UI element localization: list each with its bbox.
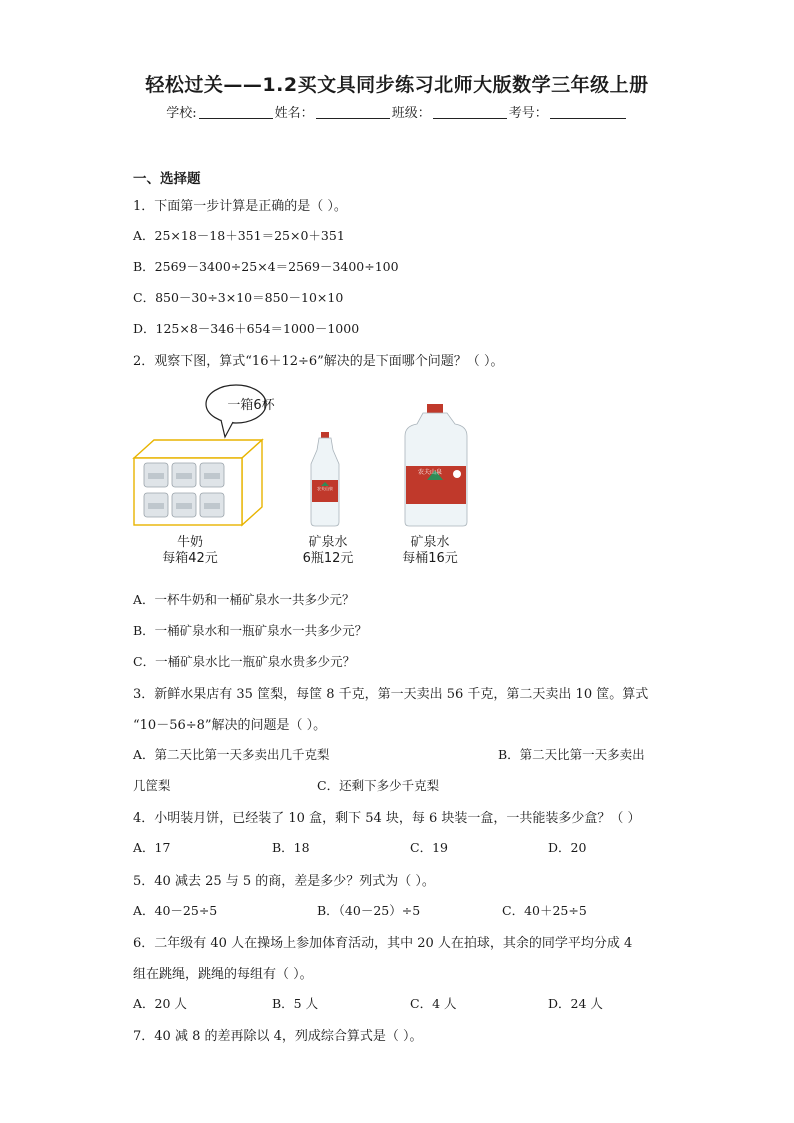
q5-option-a[interactable]: A．40－25÷5: [133, 903, 218, 918]
bucket-brand-label: 农夫山泉: [417, 469, 442, 476]
q4-option-c[interactable]: C．19: [410, 840, 448, 855]
bucket-caption-name: 矿泉水: [410, 535, 450, 550]
water-bottle-icon: [311, 432, 339, 526]
question-4-stem: 4．小明装月饼，已经装了 10 盒，剩下 54 块，每 6 块装一盒，一共能装多少盒？（ ）: [133, 811, 641, 826]
q3-option-b-continued[interactable]: 几筐梨: [133, 778, 171, 793]
question-5-stem: 5．40 减去 25 与 5 的商，差是多少？列式为（ ）。: [133, 874, 435, 889]
page-title: 轻松过关——1.2买文具同步练习北师大版数学三年级上册: [145, 74, 649, 96]
milk-caption-price: 每箱42元: [162, 551, 218, 566]
class-blank[interactable]: [433, 106, 507, 119]
number-blank[interactable]: [550, 106, 626, 119]
q6-option-d[interactable]: D．24 人: [548, 996, 603, 1011]
question-7-stem: 7．40 减 8 的差再除以 4，列成综合算式是（ ）。: [133, 1029, 423, 1044]
q3-option-c[interactable]: C．还剩下多少千克梨: [317, 778, 440, 793]
bucket-caption-price: 每桶16元: [402, 551, 458, 566]
school-blank[interactable]: [199, 106, 273, 119]
question-3-stem-line2: “10－56÷8”解决的问题是（ ）。: [133, 718, 327, 733]
q5-option-b[interactable]: B．（40－25）÷5: [317, 903, 421, 918]
q2-option-b[interactable]: B．一桶矿泉水和一瓶矿泉水一共多少元？: [133, 623, 368, 638]
bottle-brand-label: 农夫山泉: [317, 486, 333, 491]
q4-option-a[interactable]: A．17: [133, 840, 171, 855]
question-6-stem-line1: 6．二年级有 40 人在操场上参加体育活动，其中 20 人在拍球，其余的同学平均分成 4: [133, 936, 633, 951]
q4-option-b[interactable]: B．18: [272, 840, 310, 855]
name-label: 姓名：: [274, 106, 314, 121]
bubble-text: 一箱6杯: [227, 398, 275, 413]
bottle-caption-price: 6瓶12元: [302, 551, 354, 566]
student-info-line: [0, 102, 794, 121]
q1-option-b[interactable]: B．2569－3400÷25×4＝2569－3400÷100: [133, 259, 399, 274]
question-6-stem-line2: 组在跳绳，跳绳的每组有（ ）。: [133, 967, 313, 982]
q2-option-c[interactable]: C．一桶矿泉水比一瓶矿泉水贵多少元？: [133, 654, 356, 669]
q1-option-c[interactable]: C．850－30÷3×10＝850－10×10: [133, 290, 344, 305]
milk-caption-name: 牛奶: [176, 535, 203, 550]
q5-option-c[interactable]: C．40＋25÷5: [502, 903, 587, 918]
bottle-caption-name: 矿泉水: [308, 535, 348, 550]
question-1-stem: 1．下面第一步计算是正确的是（ ）。: [133, 199, 347, 214]
q6-option-a[interactable]: A．20 人: [133, 996, 187, 1011]
q3-option-a[interactable]: A．第二天比第一天多卖出几千克梨: [133, 747, 330, 762]
class-label: 班级：: [391, 106, 431, 121]
q1-option-d[interactable]: D．125×8－346＋654＝1000－1000: [133, 321, 360, 336]
water-bucket-icon: [405, 404, 467, 526]
question-2-stem: 2．观察下图，算式“16＋12÷6”解决的是下面哪个问题？（ ）。: [133, 354, 504, 369]
q2-option-a[interactable]: A．一杯牛奶和一桶矿泉水一共多少元？: [133, 592, 355, 607]
q6-option-c[interactable]: C．4 人: [410, 996, 457, 1011]
milk-box-icon: [134, 440, 262, 525]
number-label: 考号：: [508, 106, 548, 121]
section-title: 一、选择题: [133, 171, 201, 187]
question-3-stem-line1: 3．新鲜水果店有 35 筐梨，每筐 8 千克，第一天卖出 56 千克，第二天卖出 10 筐。算式: [133, 687, 649, 702]
q4-option-d[interactable]: D．20: [548, 840, 587, 855]
q2-figure: [125, 380, 485, 540]
name-blank[interactable]: [316, 106, 390, 119]
school-label: 学校:: [166, 106, 197, 121]
q6-option-b[interactable]: B．5 人: [272, 996, 319, 1011]
q1-option-a[interactable]: A．25×18－18＋351＝25×0＋351: [133, 228, 345, 243]
q3-option-b[interactable]: B．第二天比第一天多卖出: [498, 747, 645, 762]
